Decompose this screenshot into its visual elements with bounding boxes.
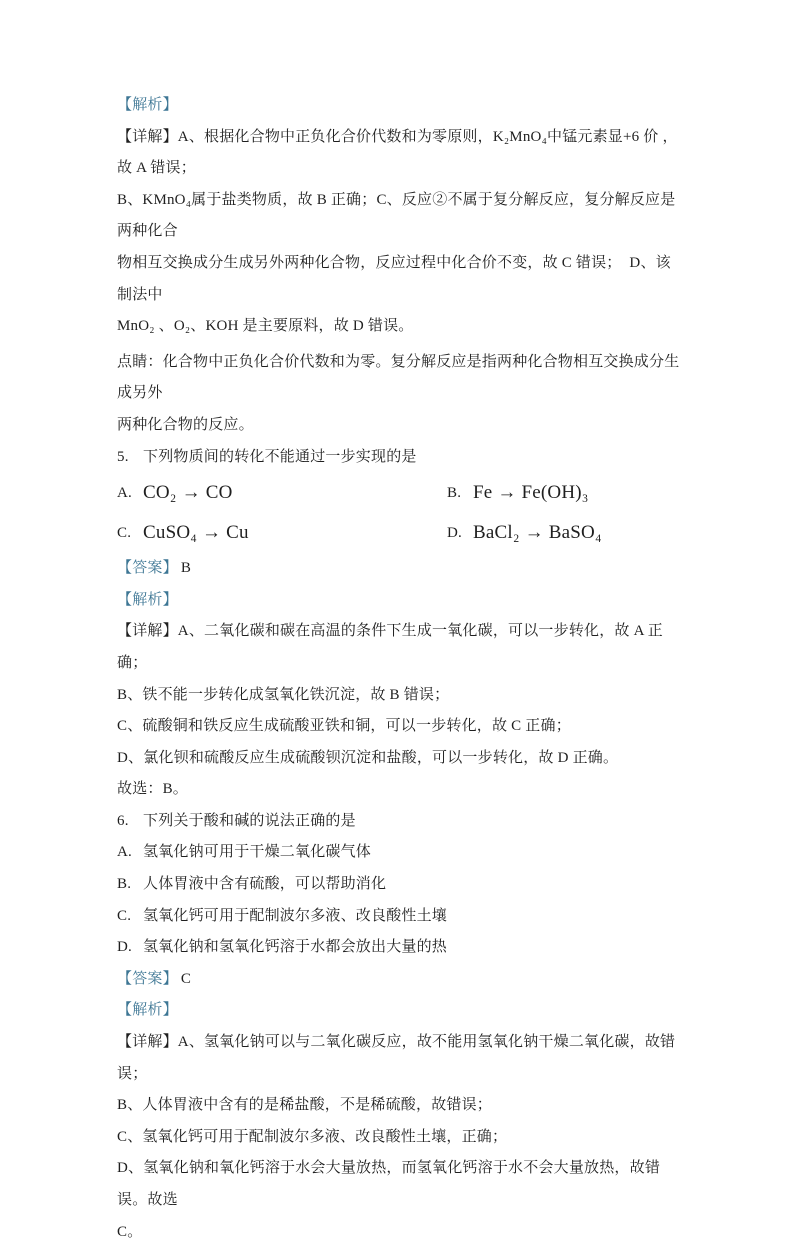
option-c — [117, 522, 447, 544]
option-b — [117, 869, 683, 901]
question-stem-text: 下列关于酸和碱的说法正确的是 — [143, 812, 356, 829]
explanation-line: B、KMnO₄属于盐类物质，故 B 正确；C、反应②不属于复分解反应，复分解反应是两种化合 — [117, 191, 676, 240]
analysis-label: 【解析】 — [117, 591, 178, 608]
option-text: 氢氧化钠可用于干燥二氧化碳气体 — [143, 844, 372, 861]
explanation-line: MnO₂ 、O₂、KOH 是主要原料，故 D 错误。 — [117, 318, 414, 335]
option-text: 人体胃液中含有硫酸，可以帮助消化 — [143, 876, 387, 893]
option-a — [117, 482, 447, 504]
question-5-section — [117, 442, 683, 806]
analysis-label: 【解析】 — [117, 1002, 178, 1019]
option-text: 氢氧化钠和氢氧化钙溶于水都会放出大量的热 — [143, 939, 448, 956]
option-d — [447, 522, 602, 544]
answer-line — [117, 553, 683, 585]
analysis-label: 【解析】 — [117, 97, 178, 113]
note-line: 两种化合物的反应。 — [117, 416, 254, 433]
explanation-line: B、铁不能一步转化成氢氧化铁沉淀，故 B 错误； — [117, 686, 450, 703]
option-label: A. — [117, 484, 132, 501]
explanation-line: 【详解】A、氢氧化钠可以与二氧化碳反应，故不能用氢氧化钠干燥二氧化碳，故错误； — [117, 1034, 676, 1082]
option-label: B. — [447, 484, 462, 501]
option-row — [117, 513, 683, 553]
option-label: B. — [117, 876, 132, 893]
question-number: 6. — [117, 812, 129, 829]
option-text: 氢氧化钙可用于配制波尔多液、改良酸性土壤 — [143, 907, 448, 924]
option-label: C. — [117, 907, 132, 924]
option-formula: CO₂ → CO — [143, 482, 233, 504]
option-b — [447, 482, 589, 504]
answer-label: 【答案】 — [117, 970, 178, 987]
explanation-line: 【详解】A、二氧化碳和碳在高温的条件下生成一氧化碳，可以一步转化，故 A 正确； — [117, 623, 663, 671]
explanation-line: C、硫酸铜和铁反应生成硫酸亚铁和铜，可以一步转化，故 C 正确； — [117, 718, 571, 735]
explanation-line: D、氢氧化钠和氧化钙溶于水会大量放热，而氢氧化钙溶于水不会大量放热，故错误。故选 — [117, 1160, 661, 1208]
option-formula: BaCl₂ → BaSO₄ — [473, 522, 602, 544]
question-stem — [117, 806, 683, 838]
explanation-line: D、氯化钡和硫酸反应生成硫酸钡沉淀和盐酸，可以一步转化，故 D 正确。 — [117, 749, 619, 766]
option-row — [117, 473, 683, 513]
option-label: C. — [117, 524, 132, 541]
key-point-note — [117, 347, 683, 442]
note-line: 点睛：化合物中正负化合价代数和为零。复分解反应是指两种化合物相互交换成分生成另外 — [117, 353, 680, 402]
question-stem — [117, 442, 683, 474]
explanation-line: B、人体胃液中含有的是稀盐酸，不是稀硫酸，故错误； — [117, 1097, 493, 1114]
option-formula: Fe → Fe(OH)₃ — [473, 482, 589, 504]
q4-explanation-section — [117, 90, 683, 442]
conclusion-line: 故选：B。 — [117, 781, 189, 798]
option-label: A. — [117, 844, 132, 861]
explanation-line: 物相互交换成分生成另外两种化合物，反应过程中化合价不变，故 C 错误； D、该制法中 — [117, 254, 671, 303]
option-d — [117, 932, 683, 964]
option-label: D. — [117, 939, 132, 956]
answer-line — [117, 964, 683, 996]
question-number: 5. — [117, 448, 129, 465]
answer-label: 【答案】 — [117, 560, 178, 577]
answer-value: B — [180, 560, 192, 577]
explanation-line: C、氢氧化钙可用于配制波尔多液、改良酸性土壤，正确； — [117, 1128, 508, 1145]
conclusion-line: C。 — [117, 1223, 143, 1240]
question-stem-text: 下列物质间的转化不能通过一步实现的是 — [143, 448, 417, 465]
option-c — [117, 901, 683, 933]
question-6-section — [117, 806, 683, 1248]
option-formula: CuSO₄ → Cu — [143, 522, 249, 544]
explanation-line: 【详解】A、根据化合物中正负化合价代数和为零原则，K₂MnO₄中锰元素显+6 价 ，故 A 错误； — [117, 128, 678, 177]
option-a — [117, 837, 683, 869]
option-label: D. — [447, 524, 462, 541]
answer-value: C — [180, 970, 192, 987]
